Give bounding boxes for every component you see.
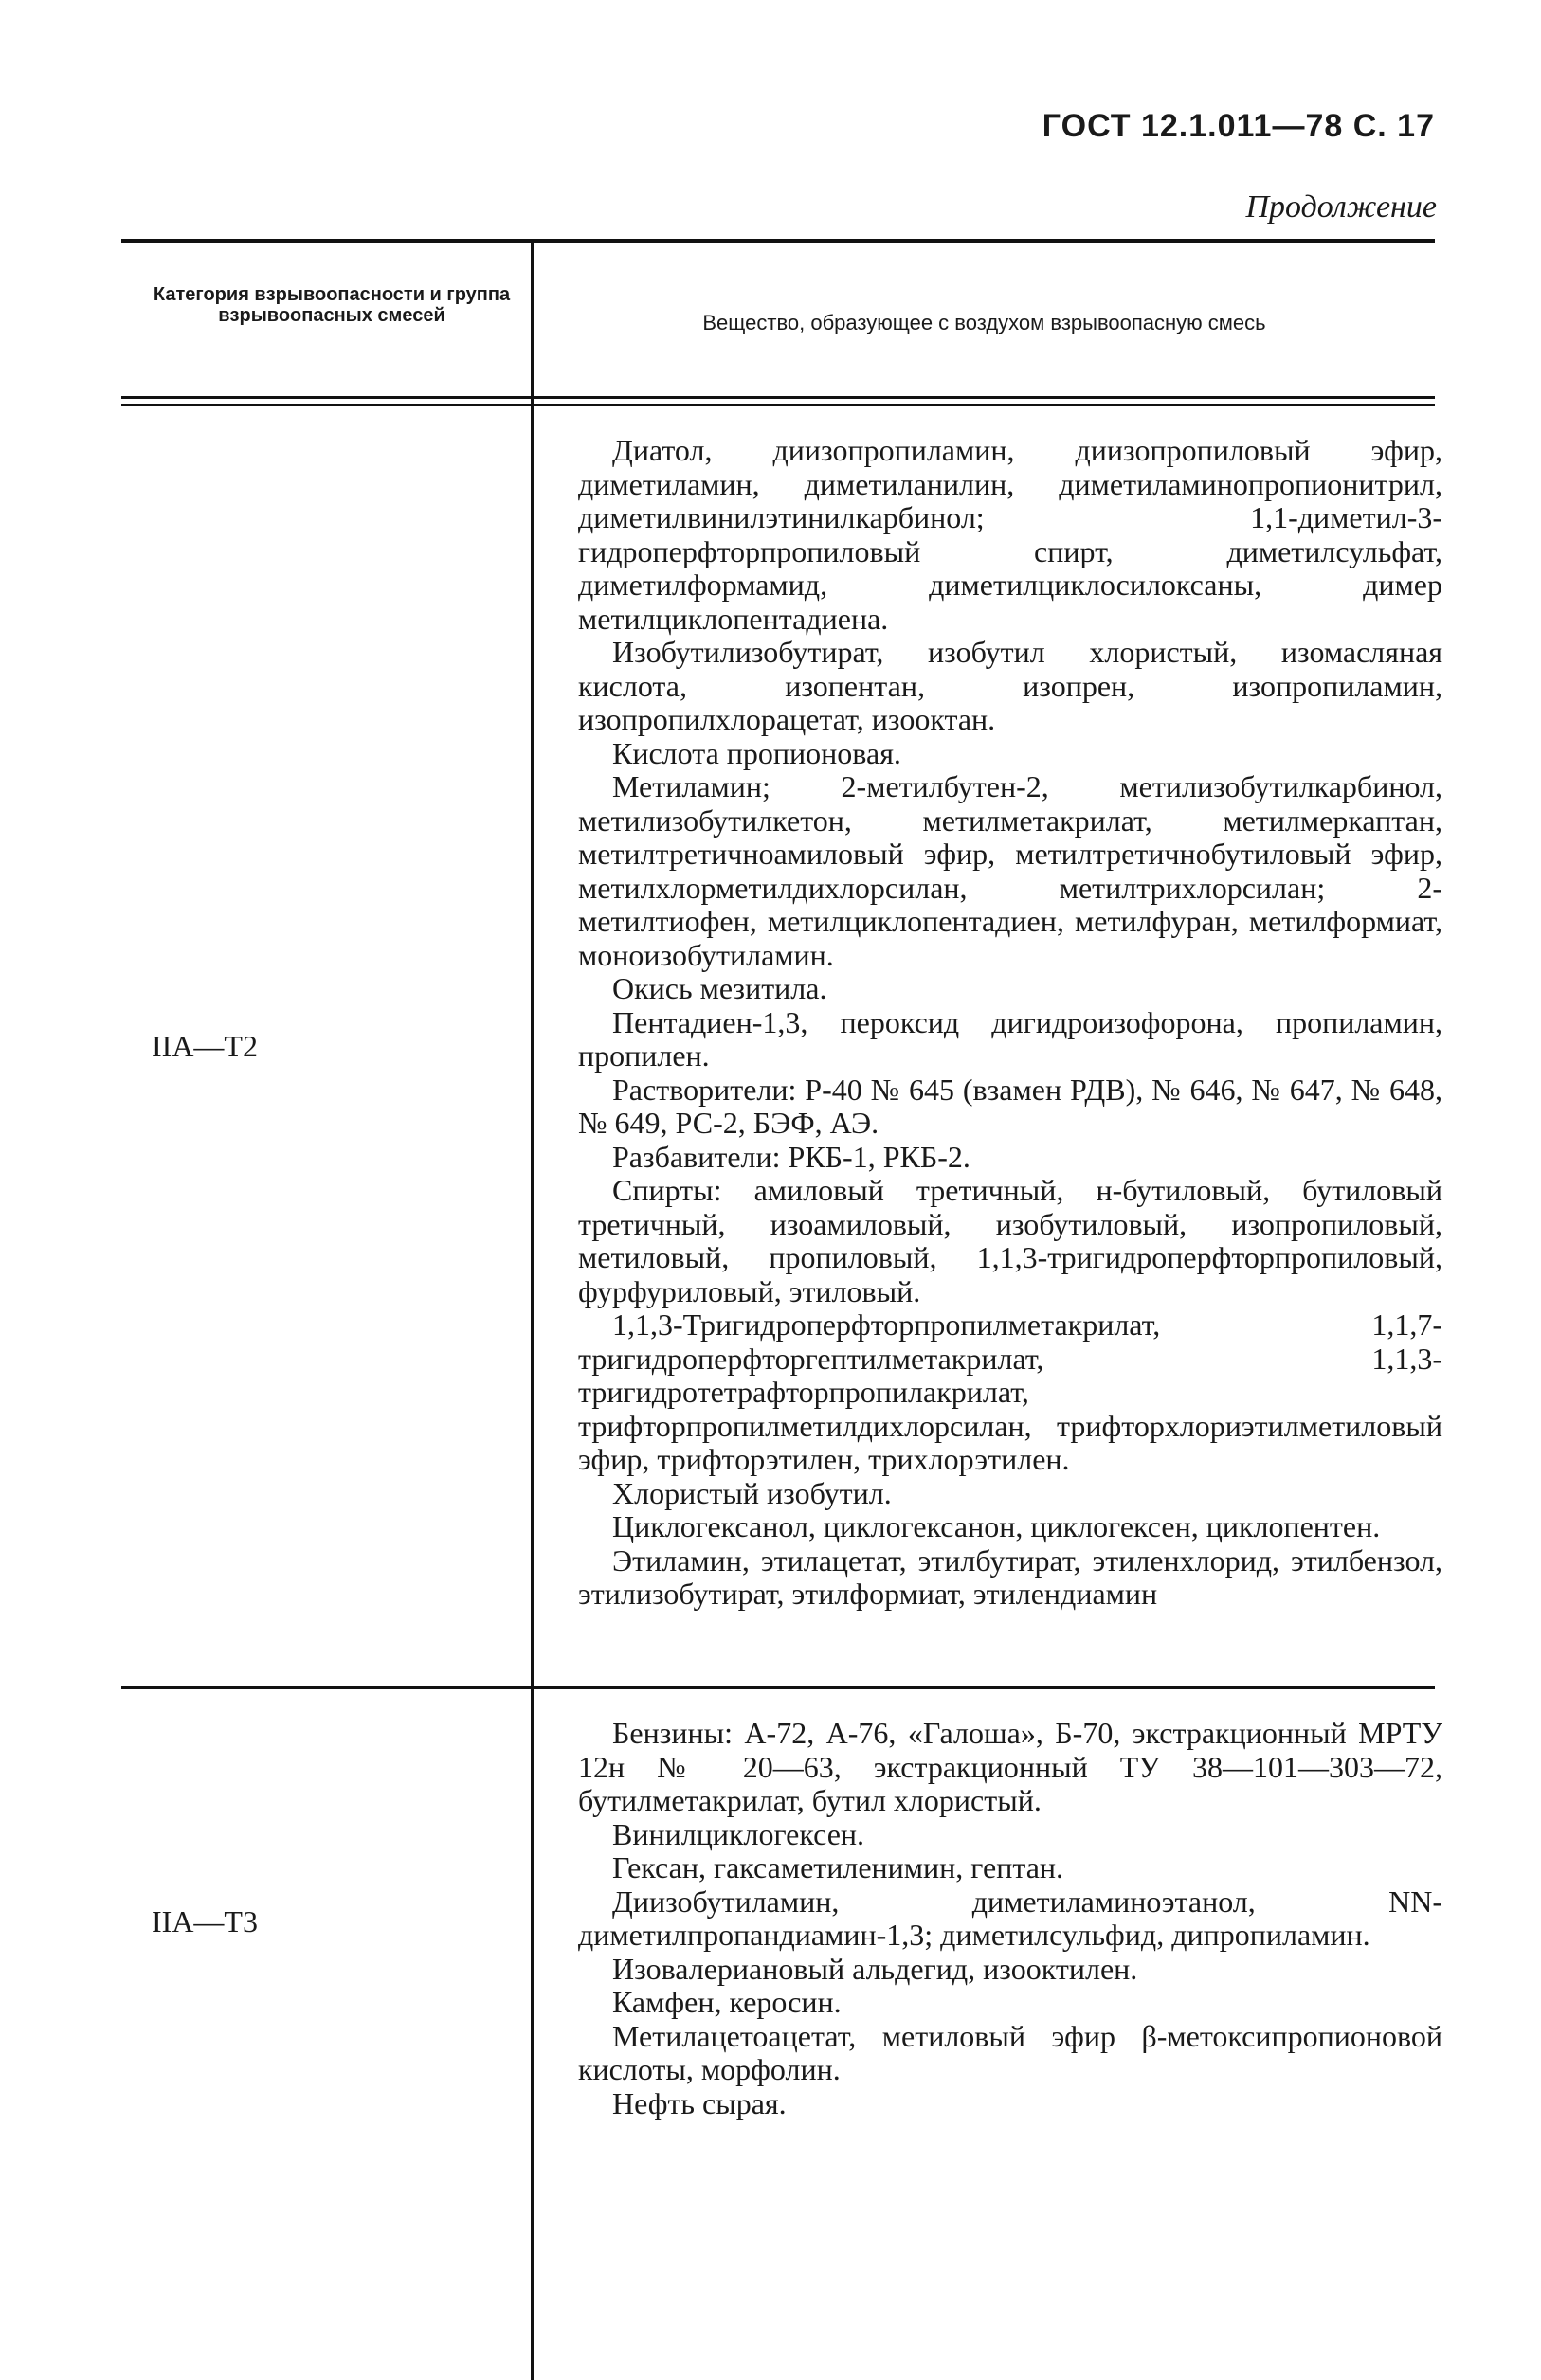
row-category: IIA—T2 xyxy=(152,1029,258,1063)
entry-text: Разбавители: РКБ-1, РКБ-2. xyxy=(612,1139,970,1174)
row-divider xyxy=(121,1686,1435,1689)
entry-text: Спирты: амиловый третичный, н-бутиловый, бутиловый третичный, изоамиловый, изобутиловый, изопропиловый, метиловый, пропиловый, 1,1,3-тригидроперфторпропиловый, фурфуриловый, этиловый. xyxy=(578,1173,1442,1308)
continuation-label: Продолжение xyxy=(1245,189,1437,225)
entry-text: Изобутилизобутират, изобутил хлористый, изомасляная кислота, изопентан, изопрен, изопропиламин, изопропилхлорацетат, изооктан. xyxy=(578,635,1442,736)
header-bottom-rule-2 xyxy=(121,404,1435,406)
column-header-category: Категория взрывоопасности и группа взрывоопасных смесей xyxy=(153,284,511,326)
row-category: IIA—T3 xyxy=(152,1904,258,1938)
entry-text: Окись мезитила. xyxy=(612,971,827,1005)
header-bottom-rule xyxy=(121,396,1435,399)
entry-text: Метилацетоацетат, метиловый эфир β-метоксипропионовой кислоты, морфолин. xyxy=(578,2018,1442,2086)
table-top-rule xyxy=(121,239,1435,243)
entry-text: Винилциклогексен. xyxy=(612,1816,865,1851)
entry-text: Метиламин; 2-метилбутен-2, метилизобутилкарбинол, метилизобутилкетон, метилметакрилат, метилмеркаптан, метилтретичноамиловый эфир, метилтретичнобутиловый эфир, метилхлорметилдихлорсилан, метилтрихлорсилан; 2-метилтиофен, метилциклопентадиен, метилфуран, метилформиат, моноизобутиламин. xyxy=(578,769,1442,972)
entry-text: Пентадиен-1,3, пероксид дигидроизофорона, пропиламин, пропилен. xyxy=(578,1004,1442,1073)
entry-text: Хлористый изобутил. xyxy=(612,1475,892,1510)
page-header: ГОСТ 12.1.011—78 С. 17 xyxy=(1042,108,1435,144)
entry-text: Гексан, гаксаметиленимин, гептан. xyxy=(612,1850,1064,1884)
column-header-substance: Вещество, образующее с воздухом взрывоопасную смесь xyxy=(702,311,1266,334)
entry-text: Диатол, диизопропиламин, диизопропиловый эфир, диметиламин, диметиланилин, диметиламинопропионитрил, диметилвинилэтинилкарбинол; 1,1-диметил-3-гидроперфторпропиловый спирт, диметилсульфат, диметилформамид, диметилциклосилоксаны, димер метилциклопентадиена. xyxy=(578,433,1442,636)
column-divider xyxy=(531,239,534,2380)
entry-text: Изовалериановый альдегид, изооктилен. xyxy=(612,1951,1138,1986)
entry-text: Бензины: А-72, А-76, «Галоша», Б-70, экстракционный МРТУ 12н № 20—63, экстракционный ТУ 38—101—303—72, бутилметакрилат, бутил хлористый. xyxy=(578,1716,1442,1817)
row-entries xyxy=(578,434,1442,1612)
entry-text: 1,1,3-Тригидроперфторпропилметакрилат, 1,1,7-тригидроперфторгептилметакрилат, 1,1,3-тригидротетрафторпропилакрилат, трифторпропилметилдихлорсилан, трифторхлориэтилметиловый эфир, трифторэтилен, трихлорэтилен. xyxy=(578,1307,1442,1476)
entry-text: Диизобутиламин, диметиламиноэтанол, NN-диметилпропандиамин-1,3; диметилсульфид, дипропиламин. xyxy=(578,1884,1442,1952)
entry-text: Нефть сырая. xyxy=(612,2085,787,2120)
entry-text: Кислота пропионовая. xyxy=(612,735,901,770)
entry-text: Этиламин, этилацетат, этилбутират, этиленхлорид, этилбензол, этилизобутират, этилформиат, этилендиамин xyxy=(578,1542,1442,1611)
row-entries xyxy=(578,1717,1442,2120)
entry-text: Циклогексанол, циклогексанон, циклогексен, циклопентен. xyxy=(612,1509,1381,1543)
entry-text: Растворители: Р-40 № 645 (взамен РДВ), № 646, № 647, № 648, № 649, РС-2, БЭФ, АЭ. xyxy=(578,1072,1442,1140)
entry-text: Камфен, керосин. xyxy=(612,1985,842,2019)
